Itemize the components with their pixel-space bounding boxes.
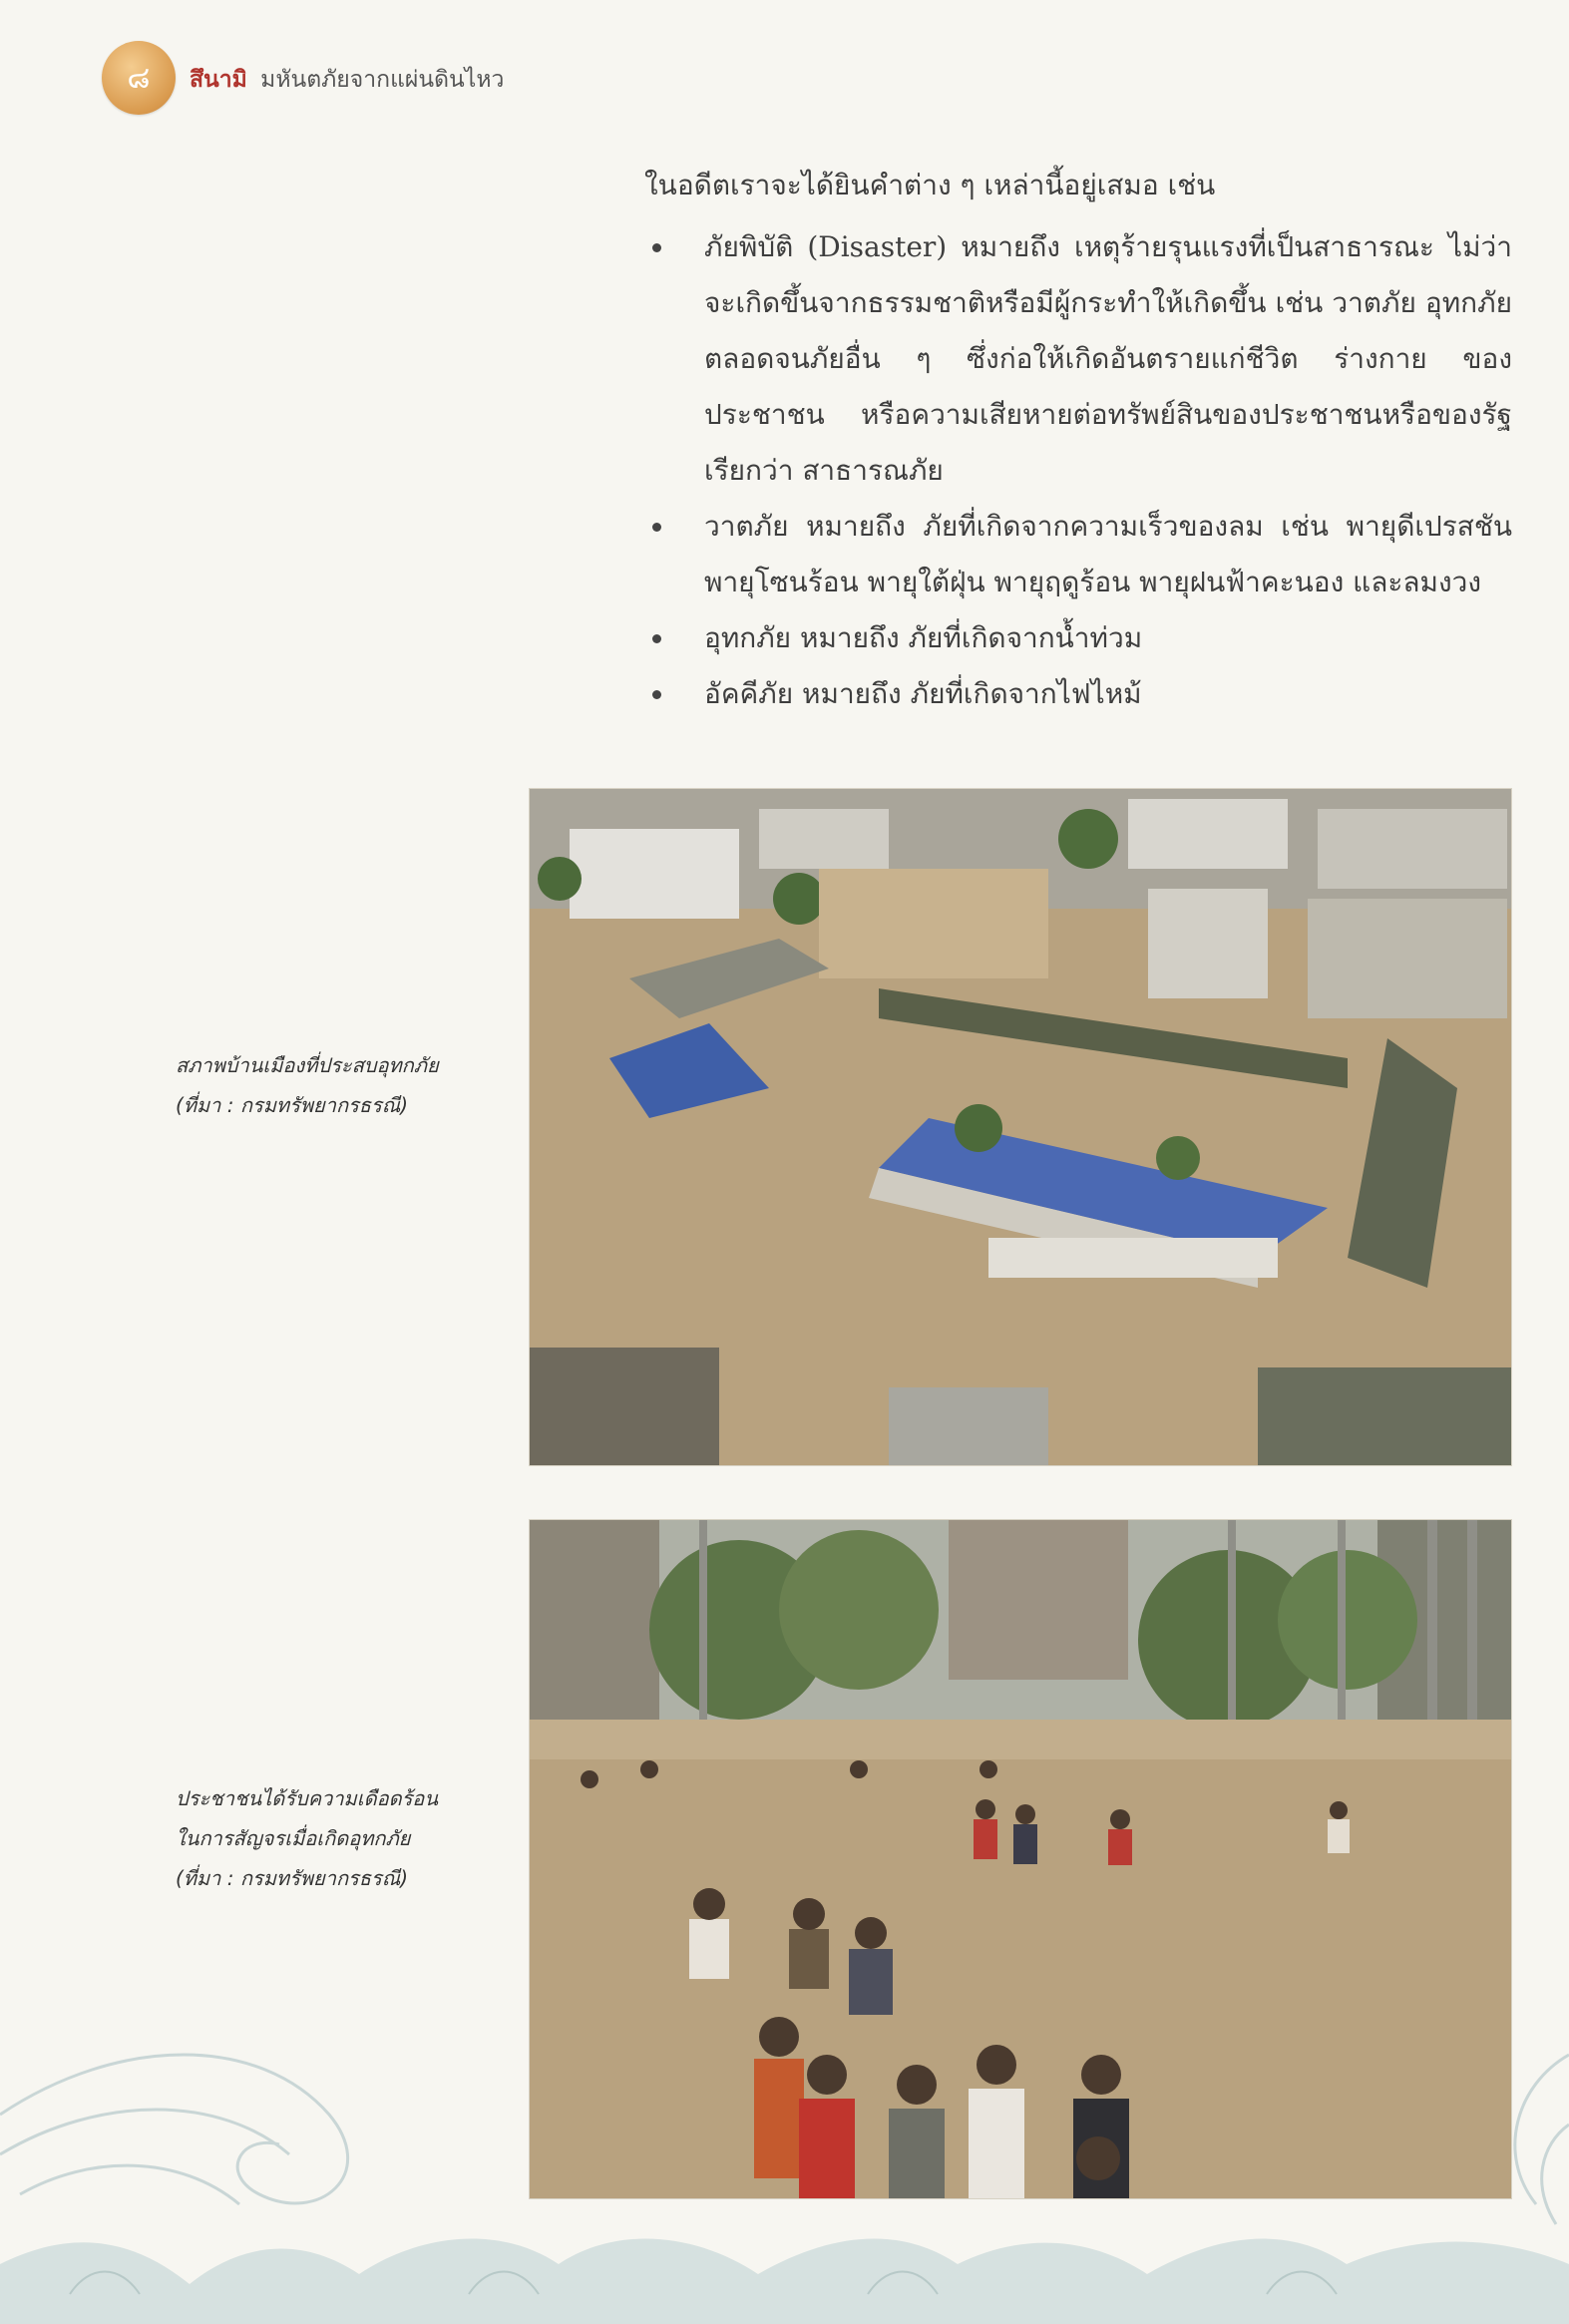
bullet-icon xyxy=(652,634,661,643)
page-number: ๘ xyxy=(127,60,151,96)
figure-caption xyxy=(176,1778,438,1898)
flooded-city-photo xyxy=(529,788,1512,1466)
bullet-icon xyxy=(652,690,661,699)
figure-caption xyxy=(176,1045,439,1125)
definition-text: อัคคีภัย หมายถึง ภัยที่เกิดจากไฟไหม้ xyxy=(704,677,1142,710)
caption-source: (ที่มา : กรมทรัพยากรธรณี) xyxy=(176,1093,409,1117)
caption-source: (ที่มา : กรมทรัพยากรธรณี) xyxy=(176,1866,409,1890)
caption-text: ประชาชนได้รับความเดือดร้อน xyxy=(176,1786,438,1810)
definition-item xyxy=(644,610,1512,666)
definition-text: อุทกภัย หมายถึง ภัยที่เกิดจากน้ำท่วม xyxy=(704,621,1143,654)
bullet-icon xyxy=(652,523,661,532)
definition-text: ภัยพิบัติ (Disaster) หมายถึง เหตุร้ายรุนแรงที่เป็นสาธารณะ ไม่ว่าจะเกิดขึ้นจากธรรมชาติหรือมีผู้กระทำให้เกิดขึ้น เช่น วาตภัย อุทกภัย ตลอดจนภัยอื่น ๆ ซึ่งก่อให้เกิดอันตรายแก่ชีวิต ร่างกาย ของประชาชน หรือความเสียหายต่อทรัพย์สินของประชาชนหรือของรัฐ เรียกว่า สาธารณภัย xyxy=(704,230,1512,487)
definition-item xyxy=(644,666,1512,722)
page-number-badge xyxy=(102,41,176,115)
definition-list xyxy=(644,219,1512,722)
running-header xyxy=(190,62,504,98)
intro-paragraph: ในอดีตเราจะได้ยินคำต่าง ๆ เหล่านี้อยู่เสมอ เช่น xyxy=(644,169,1216,201)
body-text xyxy=(644,158,1512,722)
caption-text: สภาพบ้านเมืองที่ประสบอุทกภัย xyxy=(176,1053,439,1077)
definition-item xyxy=(644,499,1512,610)
definition-text: วาตภัย หมายถึง ภัยที่เกิดจากความเร็วของลม เช่น พายุดีเปรสชัน พายุโซนร้อน พายุใต้ฝุ่น พายุฤดูร้อน พายุฝนฟ้าคะนอง และลมงวง xyxy=(704,510,1512,598)
series-title: สึนามิ xyxy=(190,67,247,93)
flooded-street-photo xyxy=(529,1519,1512,2199)
caption-text: ในการสัญจรเมื่อเกิดอุทกภัย xyxy=(176,1826,411,1850)
bullet-icon xyxy=(652,243,661,252)
book-subtitle: มหันตภัยจากแผ่นดินไหว xyxy=(260,67,505,93)
definition-item xyxy=(644,219,1512,499)
